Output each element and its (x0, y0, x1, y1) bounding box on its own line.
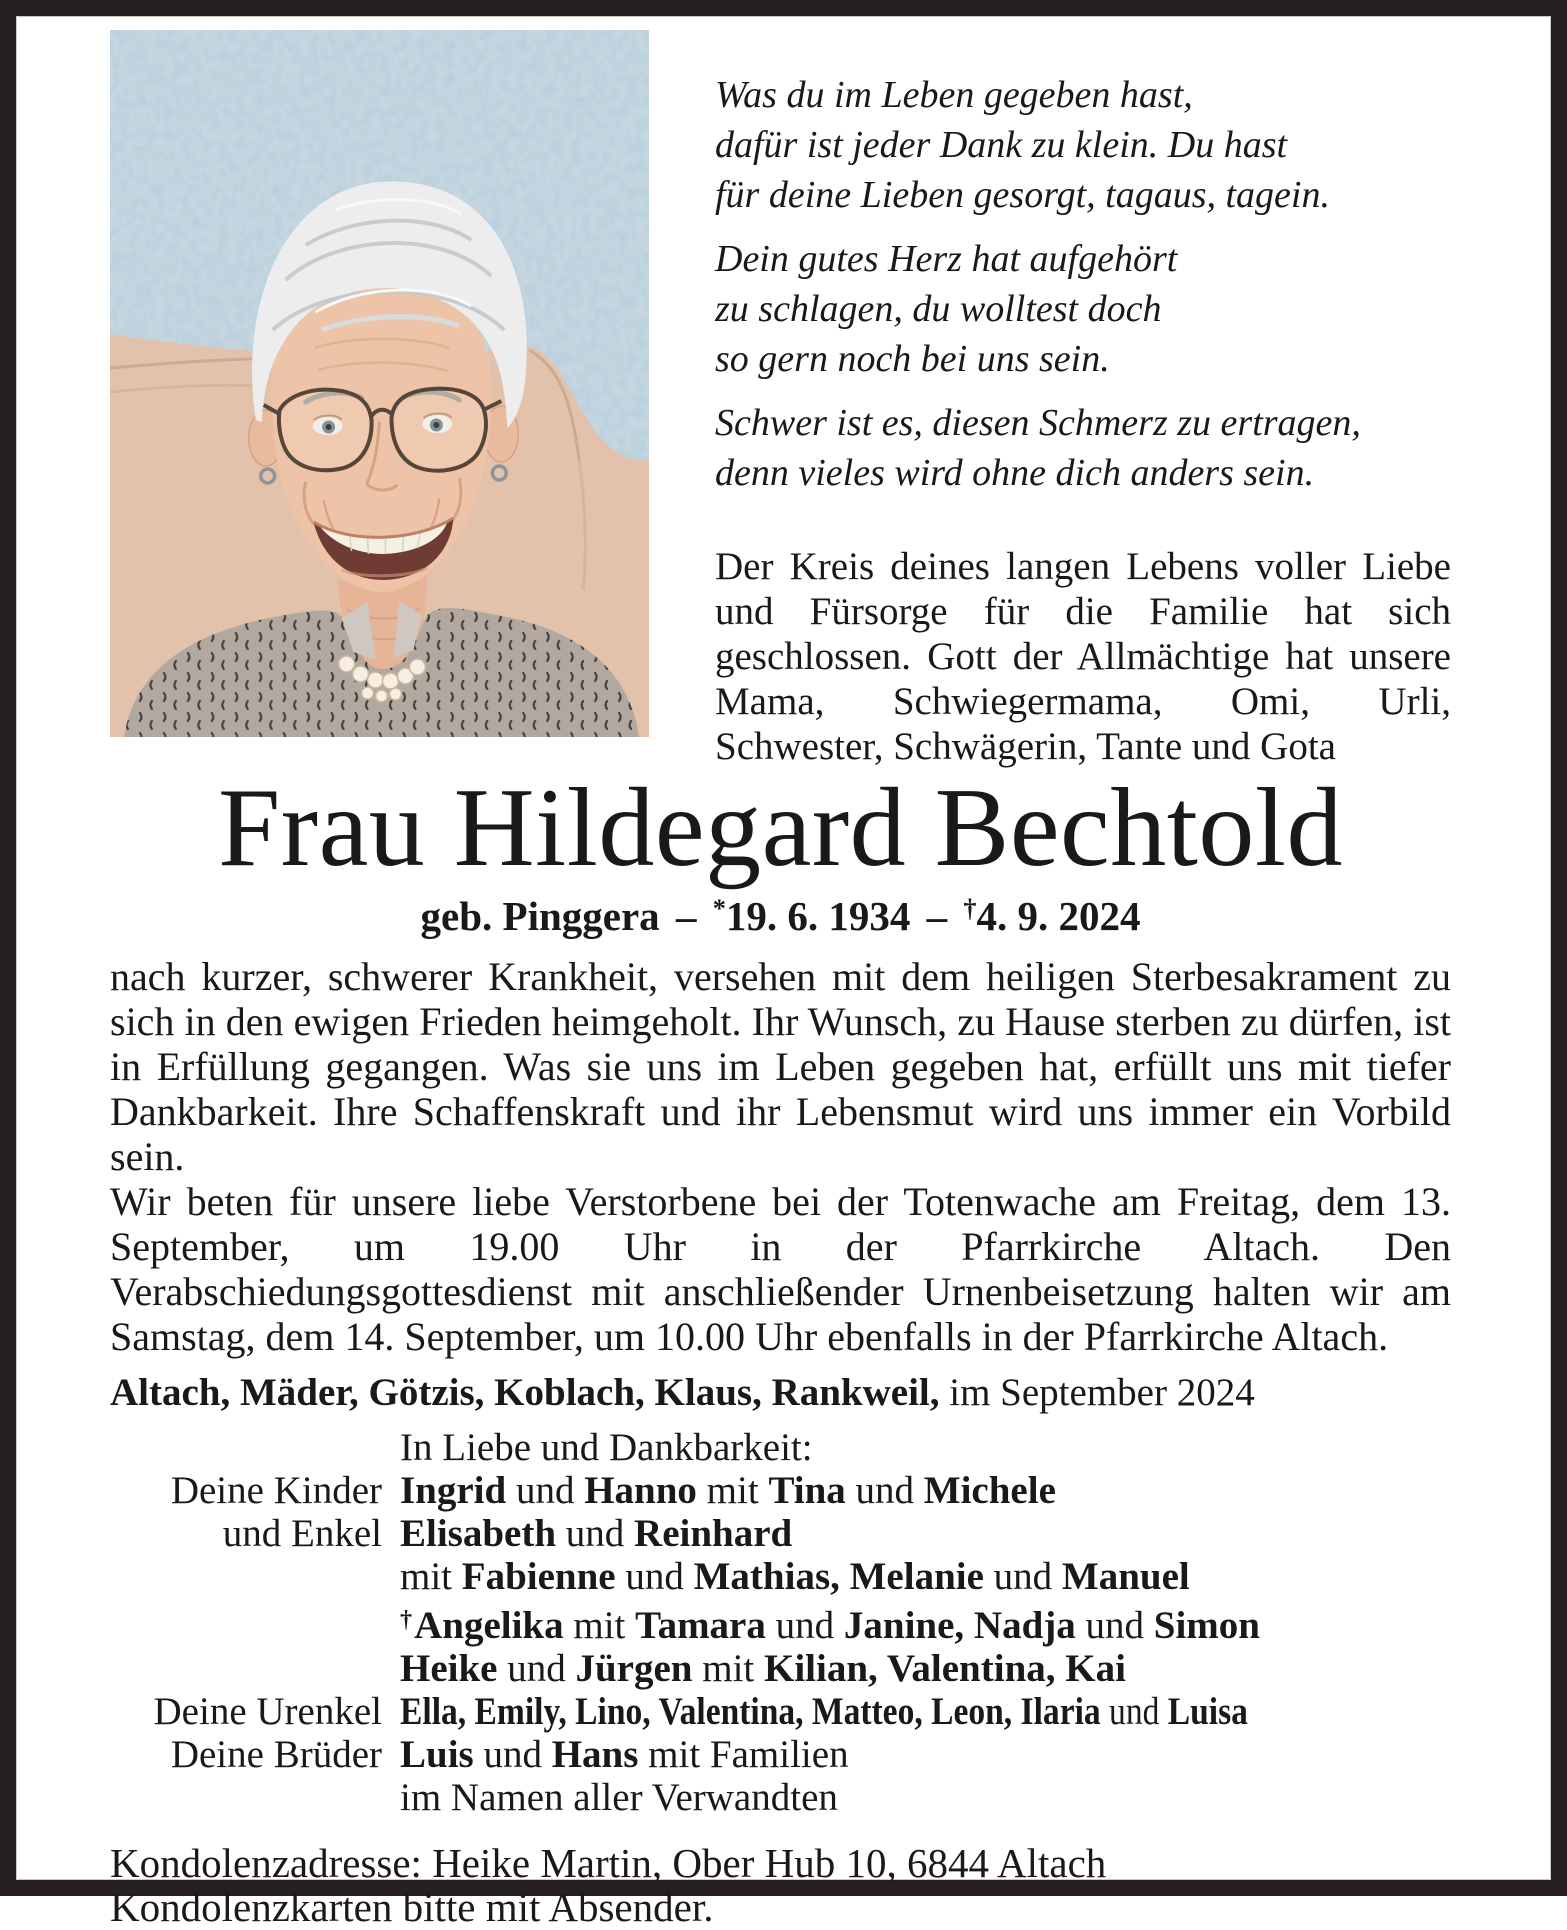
mourner-label (110, 1776, 382, 1819)
mourner-names: Elisabeth und Reinhard (400, 1512, 793, 1556)
mourners-list (110, 1426, 1451, 1819)
verse-line: Was du im Leben gegeben hast, (715, 74, 1193, 116)
verse-line: für deine Lieben gesorgt, tagaus, tagein. (715, 174, 1330, 216)
memorial-verse-2 (715, 234, 1451, 384)
mourner-names: Ella, Emily, Lino, Valentina, Matteo, Leon, Ilaria und Luisa (400, 1690, 1248, 1734)
maiden-name: geb. Pinggera (420, 893, 660, 940)
verse-line: so gern noch bei uns sein. (715, 338, 1110, 380)
death-date: 4. 9. 2024 (976, 893, 1141, 940)
body-paragraph-2: Wir beten für unsere liebe Verstorbene bei der Totenwache am Freitag, dem 13. September, um 19.00 Uhr in der Pfarrkirche Altach. Den Verabschiedungsgottesdienst mit anschließender Urnenbeisetzung halten wir am Samstag, dem 14. September, um 10.00 Uhr ebenfalls in der Pfarrkirche Altach. (110, 1179, 1451, 1360)
right-column (649, 30, 1451, 769)
dash-separator: – (926, 893, 948, 940)
mourner-names: †Angelika mit Tamara und Janine, Nadja und Simon (400, 1604, 1260, 1648)
mourner-label: und Enkel (222, 1512, 382, 1556)
portrait-illustration (110, 30, 649, 737)
places-date-line (110, 1371, 1451, 1416)
mourner-label (110, 1426, 382, 1469)
birth-date: 19. 6. 1934 (725, 893, 911, 940)
mourner-names: mit Fabienne und Mathias, Melanie und Manuel (400, 1555, 1190, 1599)
mourner-label (110, 1647, 382, 1690)
mourner-label: Deine Kinder (170, 1469, 382, 1513)
condolence-address: Kondolenzadresse: Heike Martin, Ober Hub 10, 6844 Altach (110, 1840, 1107, 1887)
birth-death-line (110, 893, 1451, 940)
places-list: Altach, Mäder, Götzis, Koblach, Klaus, Rankweil, (110, 1371, 940, 1415)
announcement-body (110, 954, 1451, 1359)
deceased-name: Frau Hildegard Bechtold (218, 766, 1343, 890)
condolence-note: Kondolenzkarten bitte mit Absender. (110, 1884, 714, 1930)
mourner-names: Heike und Jürgen mit Kilian, Valentina, Kai (400, 1647, 1126, 1691)
memorial-verse-1 (715, 70, 1451, 220)
mourner-label (110, 1555, 382, 1598)
top-section (110, 30, 1451, 769)
verse-line: Schwer ist es, diesen Schmerz zu ertragen, (715, 402, 1361, 444)
mourner-label: Deine Brüder (170, 1733, 382, 1777)
mourner-names: Luis und Hans mit Familien (400, 1733, 849, 1777)
verse-line: dafür ist jeder Dank zu klein. Du hast (715, 124, 1288, 166)
verse-line: zu schlagen, du wolltest doch (715, 288, 1162, 330)
mourner-label (110, 1598, 382, 1647)
mourner-names: Ingrid und Hanno mit Tina und Michele (400, 1469, 1056, 1513)
intro-paragraph: Der Kreis deines langen Lebens voller Liebe und Fürsorge für die Familie hat sich geschlossen. Gott der Allmächtige hat unsere Mama, Schwiegermama, Omi, Urli, Schwester, Schwägerin, Tante und Gota (715, 545, 1451, 768)
portrait-photo (110, 30, 649, 737)
mourner-names: In Liebe und Dankbarkeit: (400, 1426, 813, 1470)
body-paragraph-1: nach kurzer, schwerer Krankheit, versehen mit dem heiligen Sterbesakrament zu sich in den ewigen Frieden heimgeholt. Ihr Wunsch, zu Hause sterben zu dürfen, ist in Erfüllung gegangen. Was sie uns im Leben gegeben hat, erfüllt uns mit tiefer Dankbarkeit. Ihre Schaffenskraft und ihr Lebensmut wird uns immer ein Vorbild sein. (110, 954, 1451, 1180)
died-symbol: † (963, 894, 977, 924)
mourner-names: im Namen aller Verwandten (400, 1776, 838, 1820)
condolence-info (110, 1841, 1451, 1929)
verse-line: Dein gutes Herz hat aufgehört (715, 238, 1178, 280)
mourner-label: Deine Urenkel (153, 1690, 382, 1734)
born-symbol: * (712, 894, 726, 924)
dash-separator: – (675, 893, 697, 940)
month-year: im September 2024 (939, 1371, 1255, 1415)
verse-line: denn vieles wird ohne dich anders sein. (715, 452, 1315, 494)
memorial-verse-3 (715, 398, 1451, 498)
